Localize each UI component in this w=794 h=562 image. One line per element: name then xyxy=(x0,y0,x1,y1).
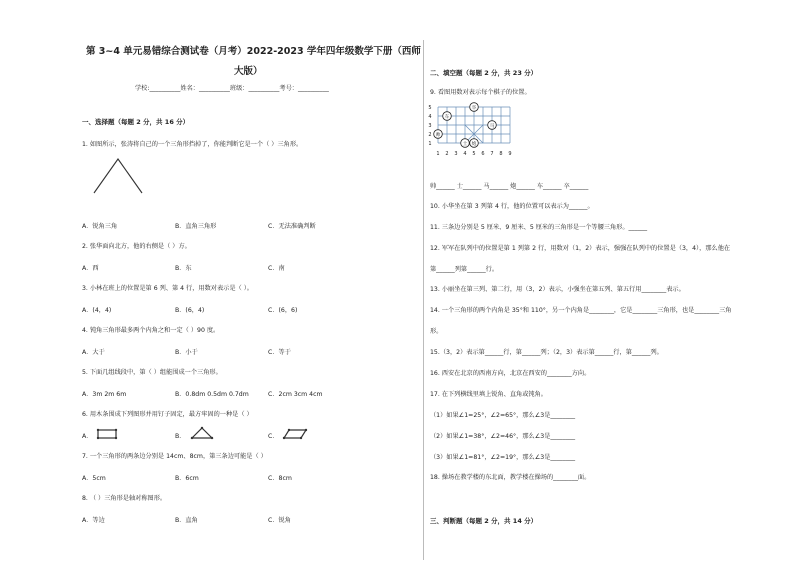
paper-title-line2: 大版） xyxy=(234,66,263,77)
q5-option-c: C．2cm 3cm 4cm xyxy=(268,391,323,398)
question-7: 7. 一个三角形的两条边分别是 14cm、8cm，第三条边可能是（ ） xyxy=(82,453,267,460)
question-1: 1. 如图所示，张涛将自己的一个三角形挡掉了，你能判断它是一个（ ）三角形。 xyxy=(82,141,303,148)
question-15: 15.（3，2）表示第______行，第______列；（2，3）表示第______行，第______列。 xyxy=(430,349,663,356)
section-choice-title: 一、选择题（每题 2 分，共 16 分） xyxy=(82,118,190,126)
question-17-part3: （3）如果∠1=81°，∠2=19°，那么∠3是________ xyxy=(430,454,576,461)
q1-option-a: A．锐角三角 xyxy=(82,223,118,230)
section-fill-title: 二、填空题（每题 2 分，共 23 分） xyxy=(430,69,538,77)
chess-piece-label: 帅 xyxy=(435,132,441,138)
paper-title-line1: 第 3~4 单元易错综合测试卷（月考）2022-2023 学年四年级数学下册（西师 xyxy=(86,46,421,57)
q7-option-c: C．8cm xyxy=(268,475,292,482)
q3-option-c: C．(6，6) xyxy=(268,307,298,314)
question-6: 6. 用木条围成下列图形并用钉子固定，最方牢固的一种是（ ） xyxy=(82,411,253,418)
q6-option-a: A． xyxy=(82,433,93,440)
q2-option-a: A．西 xyxy=(82,265,99,272)
x-axis-label: 4 xyxy=(463,151,467,157)
rectangle-frame-figure xyxy=(95,427,119,441)
question-14: 14. 一个三角形的两个内角是 35°和 110°，另一个内角是________，它是________三角形，也是________三角 xyxy=(430,307,732,314)
q4-option-a: A．大于 xyxy=(82,349,105,356)
question-12-cont: 第______列第______行。 xyxy=(430,266,499,273)
q7-option-a: A．5cm xyxy=(82,475,106,482)
y-axis-label: 5 xyxy=(428,105,432,111)
x-axis-label: 3 xyxy=(454,151,458,157)
q2-option-b: B．东 xyxy=(175,265,192,272)
q7-option-b: B．6cm xyxy=(175,475,199,482)
y-axis-label: 2 xyxy=(428,132,432,138)
question-9: 9. 看图用数对表示每个棋子的位置。 xyxy=(430,89,531,96)
question-3: 3. 小林在班上的位置是第 6 列、第 4 行，用数对表示是（ ）。 xyxy=(82,285,253,292)
question-11: 11. 三条边分别是 5 厘米、9 厘米、5 厘米的三角形是一个等腰三角形。______ xyxy=(430,224,648,231)
q3-option-a: A．(4，4) xyxy=(82,307,112,314)
x-axis-label: 9 xyxy=(508,151,512,157)
y-axis-label: 4 xyxy=(428,114,432,120)
chess-piece-label: 炮 xyxy=(471,141,477,147)
question-4: 4. 钝角三角形最多两个内角之和一定（ ）90 度。 xyxy=(82,327,220,334)
question-18: 18. 操场在教学楼的东北面，教学楼在操场的________面。 xyxy=(430,474,591,481)
x-axis-label: 1 xyxy=(436,151,440,157)
q4-option-c: C．等于 xyxy=(268,349,291,356)
y-axis-label: 1 xyxy=(428,141,432,147)
question-8: 8. （ ）三角形是轴对称图形。 xyxy=(82,495,167,502)
question-2: 2. 张华面向北方，他的右侧是（ ）方。 xyxy=(82,243,191,250)
q2-option-c: C．南 xyxy=(268,265,285,272)
q6-option-c: C． xyxy=(268,433,279,440)
q3-option-b: B．(6，4) xyxy=(175,307,205,314)
question-10: 10. 小华坐在第 3 列第 4 行，他的位置可以表示为______。 xyxy=(430,203,594,210)
question-17: 17. 在下列横线里填上锐角、直角或钝角。 xyxy=(430,391,547,398)
q1-option-b: B．直角三角形 xyxy=(175,223,217,230)
question-17-part1: （1）如果∠1=25°，∠2=65°，那么∠3是________ xyxy=(430,412,576,419)
q1-option-c: C．无法准确判断 xyxy=(268,223,316,230)
q8-option-c: C．锐角 xyxy=(268,517,291,524)
question-5: 5. 下面几组线段中，第（ ）组能围成一个三角形。 xyxy=(82,369,222,376)
chess-piece-label: 车 xyxy=(444,114,450,120)
question-12: 12. 军军在队列中的位置是第 1 列第 2 行，用数对（1，2）表示，强强在队列中的位置是（3，4），那么他在 xyxy=(430,245,731,252)
chess-grid-board xyxy=(424,100,524,175)
question-9-answers: 帅______ 士______ 马______ 炮______ 车______ 卒______ xyxy=(430,183,589,190)
chess-piece-label: 士 xyxy=(462,141,468,147)
y-axis-label: 3 xyxy=(428,123,432,129)
q4-option-b: B．小于 xyxy=(175,349,198,356)
q5-option-b: B．0.8dm 0.5dm 0.7dm xyxy=(175,391,249,398)
x-axis-label: 2 xyxy=(445,151,449,157)
section-judge-title: 三、判断题（每题 2 分，共 14 分） xyxy=(430,517,538,525)
x-axis-label: 6 xyxy=(481,151,485,157)
question-13: 13. 小丽坐在第三列、第二行，用（3，2）表示，小强坐在第五列、第五行用________表示。 xyxy=(430,286,685,293)
chess-piece-label: 马 xyxy=(489,123,495,129)
question-17-part2: （2）如果∠1=38°，∠2=46°，那么∠3是________ xyxy=(430,433,576,440)
question-16: 16. 西安在北京的西南方向，北京在西安的________方向。 xyxy=(430,370,591,377)
question-14-cont: 形。 xyxy=(430,328,443,335)
chess-piece-label: 卒 xyxy=(471,105,477,111)
q8-option-a: A．等边 xyxy=(82,517,105,524)
q5-option-a: A．3m 2m 6m xyxy=(82,391,127,398)
x-axis-label: 8 xyxy=(499,151,503,157)
x-axis-label: 7 xyxy=(490,151,494,157)
q8-option-b: B．直角 xyxy=(175,517,198,524)
parallelogram-frame-figure xyxy=(282,427,308,441)
q6-option-b: B． xyxy=(175,433,186,440)
partial-triangle-figure xyxy=(90,153,146,195)
x-axis-label: 5 xyxy=(472,151,476,157)
student-info-line: 学校:__________姓名：__________班级：__________考号：__________ xyxy=(135,85,329,92)
triangle-frame-figure xyxy=(189,425,215,441)
